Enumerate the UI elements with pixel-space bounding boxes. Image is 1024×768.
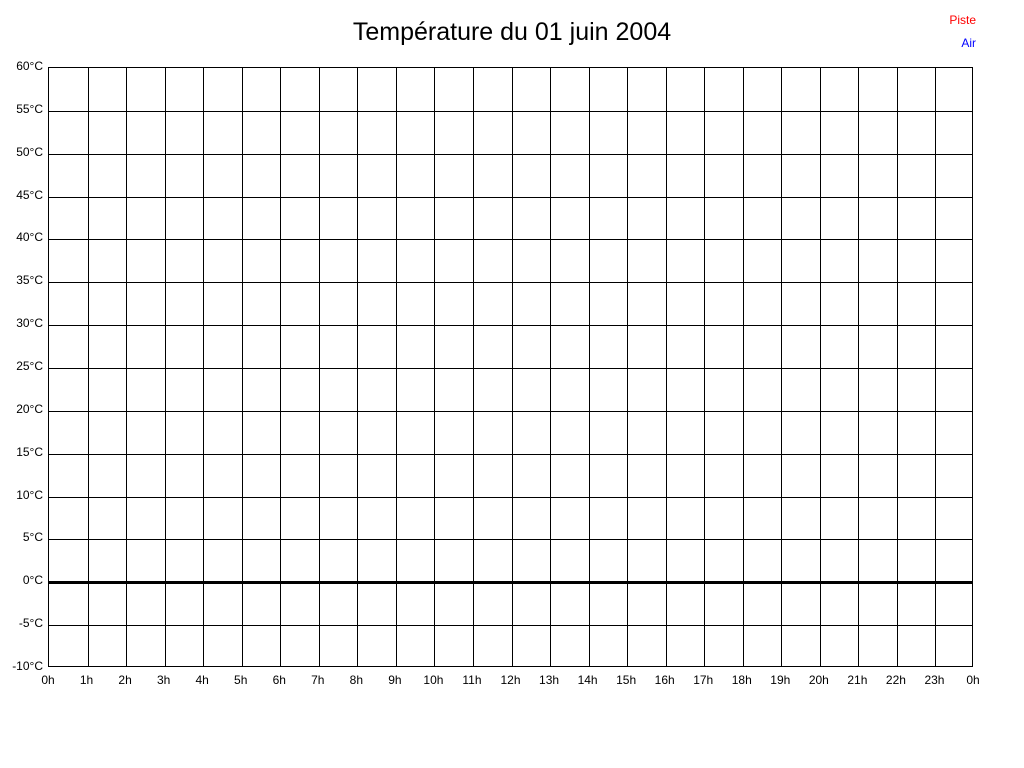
x-axis-tick-label: 0h: [41, 673, 55, 687]
y-axis-tick-label: 35°C: [16, 273, 43, 288]
x-axis-tick-label: 12h: [500, 673, 521, 687]
legend-label-piste: Piste: [949, 13, 976, 27]
x-axis-tick-label: 20h: [808, 673, 829, 687]
x-axis-tick-label: 0h: [966, 673, 980, 687]
x-axis-tick-label: 19h: [770, 673, 791, 687]
x-axis-tick-label: 15h: [616, 673, 637, 687]
x-axis-tick-label: 11h: [462, 673, 482, 687]
chart-title: Température du 01 juin 2004: [352, 18, 672, 46]
x-axis-tick-label: 3h: [156, 673, 171, 687]
x-axis-tick-label: 21h: [847, 673, 868, 687]
x-axis-tick-label: 6h: [272, 673, 286, 687]
y-axis-tick-label: 45°C: [16, 187, 43, 202]
x-axis-tick-label: 14h: [577, 673, 598, 687]
x-axis-tick-label: 23h: [924, 673, 945, 687]
y-axis-tick-label: 25°C: [16, 359, 43, 373]
y-axis-tick-label: 20°C: [16, 401, 43, 416]
x-axis-tick-label: 10h: [423, 673, 444, 687]
legend-item-piste: [949, 13, 976, 27]
y-axis-tick-label: 0°C: [22, 573, 43, 588]
y-axis-tick-label: 60°C: [16, 59, 43, 73]
legend-label-air: Air: [961, 36, 976, 50]
x-axis-tick-label: 8h: [349, 673, 364, 687]
x-axis-tick-label: 9h: [388, 673, 402, 687]
x-axis-tick-label: 7h: [311, 673, 325, 687]
x-axis-tick-label: 17h: [693, 673, 714, 687]
y-axis-tick-label: -10°C: [12, 659, 43, 673]
x-axis-tick-label: 22h: [885, 673, 906, 687]
x-axis-tick-label: 18h: [731, 673, 752, 687]
x-axis-tick-label: 2h: [118, 673, 132, 687]
y-axis-tick-label: 40°C: [16, 230, 43, 245]
y-axis-tick-label: 10°C: [16, 487, 43, 502]
y-axis-tick-label: 5°C: [22, 530, 43, 545]
plot-area: [48, 67, 973, 667]
y-axis-tick-label: -5°C: [18, 616, 43, 631]
y-axis-tick-label: 15°C: [16, 444, 43, 459]
legend-item-air: [961, 36, 976, 50]
x-axis-tick-label: 16h: [654, 673, 675, 687]
x-axis-tick-label: 4h: [195, 673, 209, 687]
x-axis-tick-label: 5h: [234, 673, 248, 687]
y-axis-tick-label: 55°C: [16, 101, 43, 116]
y-axis-tick-label: 50°C: [16, 144, 43, 159]
series-layer: [49, 68, 972, 666]
x-axis-tick-label: 13h: [539, 673, 560, 687]
y-axis-tick-label: 30°C: [16, 316, 43, 331]
x-axis-tick-label: 1h: [79, 673, 94, 687]
